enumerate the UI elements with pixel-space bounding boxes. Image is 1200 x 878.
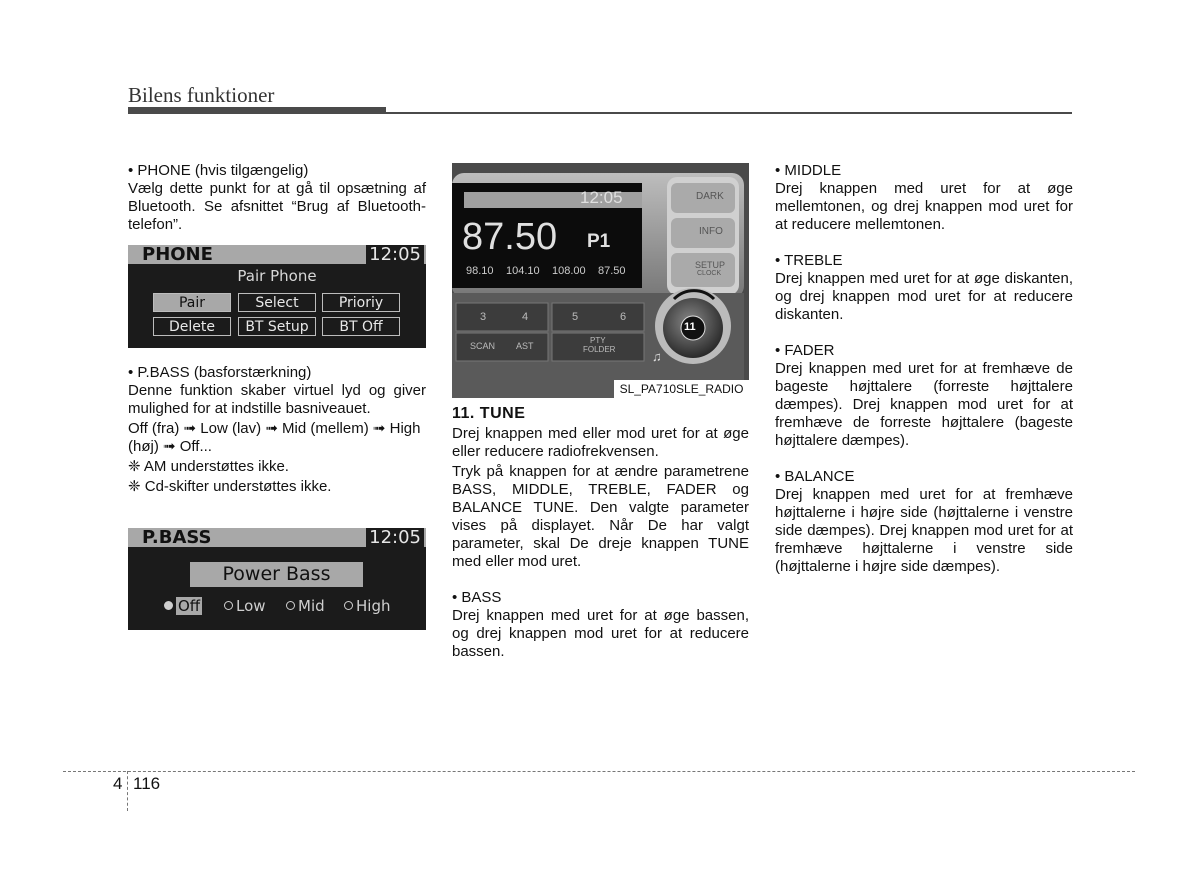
preset-4-button[interactable]: 4 xyxy=(522,311,529,323)
info-button[interactable]: INFO xyxy=(699,226,723,237)
pbass-option-low[interactable]: Low xyxy=(224,597,266,615)
left-column-middle xyxy=(128,364,426,496)
middle-column-text xyxy=(452,405,749,661)
pbass-sequence: Off (fra) ➟ Low (lav) ➟ Mid (mellem) ➟ High (høj) ➟ Off... xyxy=(128,420,421,455)
balance-description: Drej knappen med uret for at fremhæve højttalerne i højre side (højttalerne i venstre side dæmpes). Drej knappen mod uret for at fremhæve højttalerne i venstre side (højttalerne i højre side dæmpes). xyxy=(775,486,1073,575)
chapter-number: 4 xyxy=(113,774,123,793)
bass-bullet: • BASS xyxy=(452,589,502,606)
middle-bullet: • MIDDLE xyxy=(775,162,842,179)
setup-button[interactable]: SETUP xyxy=(695,260,726,270)
bt-off-button[interactable]: BT Off xyxy=(322,317,400,336)
select-button[interactable]: Select xyxy=(238,293,316,312)
pty-label: PTY xyxy=(590,336,606,345)
freq-3: 108.00 xyxy=(552,265,586,277)
radio-dot-icon xyxy=(164,601,173,610)
pbass-option-high[interactable]: High xyxy=(344,597,390,615)
left-column-top xyxy=(128,162,426,234)
phone-screen-subtitle: Pair Phone xyxy=(237,267,317,285)
page-header-title: Bilens funktioner xyxy=(128,83,275,107)
preset-5-button[interactable]: 5 xyxy=(572,311,579,323)
footer-dashed-rule xyxy=(63,771,1135,772)
footer-vertical-rule xyxy=(127,771,128,811)
header-rule-thick xyxy=(128,107,386,114)
tune-heading: 11. TUNE xyxy=(452,405,526,422)
radio-time: 12:05 xyxy=(580,188,623,207)
freq-1: 98.10 xyxy=(466,265,494,277)
note-cd: ❈ Cd-skifter understøttes ikke. xyxy=(128,478,332,495)
radio-frequency: 87.50 xyxy=(462,216,558,258)
middle-description: Drej knappen med uret for at øge mellemtonen, og drej knappen mod uret for at reducere mellemtonen. xyxy=(775,180,1073,233)
pbass-screen-header: P.BASS xyxy=(142,528,212,548)
ast-button[interactable]: AST xyxy=(516,341,534,351)
pbass-screen xyxy=(128,528,426,630)
tune-paragraph-2: Tryk på knappen for at ændre parametrene BASS, MIDDLE, TREBLE, FADER og BALANCE TUNE. Den valgte parameter vises på displayet. Når De har valgt parameter, skal De dreje knappen TUNE med eller mod uret. xyxy=(452,463,749,570)
pbass-bullet: • P.BASS (basforstærkning) xyxy=(128,364,312,381)
fader-bullet: • FADER xyxy=(775,342,835,359)
tune-paragraph-1: Drej knappen med eller mod uret for at øge eller reducere radiofrekvensen. xyxy=(452,425,749,460)
header-rule-thin xyxy=(386,112,1072,114)
phone-description: Vælg dette punkt for at gå til opsætning af Bluetooth. Se afsnittet “Brug af Bluetooth-telefon”. xyxy=(128,180,426,233)
knob-number-label: 11 xyxy=(684,321,696,333)
treble-bullet: • TREBLE xyxy=(775,252,843,269)
freq-2: 104.10 xyxy=(506,265,540,277)
phone-screen xyxy=(128,245,426,348)
bt-setup-button[interactable]: BT Setup xyxy=(238,317,316,336)
radio-dot-icon xyxy=(286,601,295,610)
pbass-option-off[interactable]: Off xyxy=(164,597,202,615)
dark-button[interactable]: DARK xyxy=(696,191,724,202)
scan-button[interactable]: SCAN xyxy=(470,341,496,351)
right-column-text xyxy=(775,162,1073,576)
radio-unit-image xyxy=(452,163,749,398)
delete-button[interactable]: Delete xyxy=(153,317,231,336)
bass-description: Drej knappen med uret for at øge bassen, og drej knappen mod uret for at reducere bassen. xyxy=(452,607,749,660)
folder-button[interactable]: FOLDER xyxy=(583,345,616,354)
preset-3-button[interactable]: 3 xyxy=(480,311,487,323)
image-caption: SL_PA710SLE_RADIO xyxy=(614,380,749,398)
treble-description: Drej knappen med uret for at øge diskanten, og drej knappen mod uret for at reducere diskanten. xyxy=(775,270,1073,323)
preset-6-button[interactable]: 6 xyxy=(620,311,627,323)
radio-dot-icon xyxy=(224,601,233,610)
note-am: ❈ AM understøttes ikke. xyxy=(128,458,289,475)
priority-button[interactable]: Prioriy xyxy=(322,293,400,312)
pbass-description: Denne funktion skaber virtuel lyd og giver mulighed for at indstille basniveauet. xyxy=(128,382,426,417)
phone-screen-time: 12:05 xyxy=(366,245,424,264)
phone-screen-header: PHONE xyxy=(142,245,213,265)
clock-label: CLOCK xyxy=(697,270,722,277)
pair-button[interactable]: Pair xyxy=(153,293,231,312)
page-number: 116 xyxy=(133,774,161,793)
phone-bullet: • PHONE (hvis tilgængelig) xyxy=(128,162,309,179)
balance-bullet: • BALANCE xyxy=(775,468,855,485)
music-note-icon: ♫ xyxy=(652,349,662,364)
fader-description: Drej knappen med uret for at fremhæve de bageste højttalere (forreste højttalere dæmpes). Drej knappen mod uret for at fremhæve de forreste højttalere (bageste højttalere dæmpes). xyxy=(775,360,1073,449)
power-bass-title: Power Bass xyxy=(190,562,363,587)
radio-dot-icon xyxy=(344,601,353,610)
radio-preset: P1 xyxy=(587,231,611,252)
freq-4: 87.50 xyxy=(598,265,626,277)
pbass-screen-time: 12:05 xyxy=(366,528,424,547)
pbass-option-mid[interactable]: Mid xyxy=(286,597,325,615)
